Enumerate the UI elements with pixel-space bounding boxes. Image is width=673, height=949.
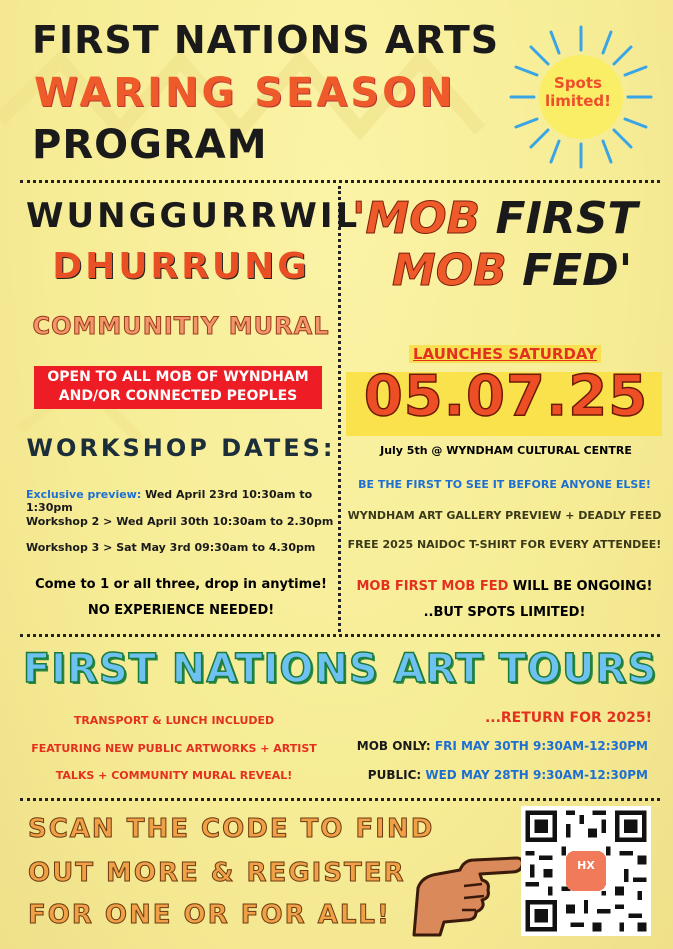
workshop-dates-title: WORKSHOP DATES:: [26, 434, 336, 462]
divider-top: [20, 180, 660, 183]
return-label: ...RETURN FOR 2025!: [484, 710, 652, 726]
open-to-all-banner: [34, 366, 322, 409]
benefit-line-3: FREE 2025 NAIDOC T-SHIRT FOR EVERY ATTENDEE!: [347, 538, 662, 551]
tours-left-2: FEATURING NEW PUBLIC ARTWORKS + ARTIST: [31, 742, 317, 755]
mob-word-4: FED': [522, 245, 633, 296]
qr-logo: HX: [577, 859, 595, 872]
scan-line-1: SCAN THE CODE TO FIND: [28, 814, 435, 844]
mob-word-3: MOB: [392, 245, 507, 296]
title-line-1: FIRST NATIONS ARTS: [32, 18, 500, 62]
workshop-2-line: Workshop 2 > Wed April 30th 10:30am to 2.30pm: [26, 515, 334, 528]
ongoing-red: MOB FIRST MOB FED: [356, 579, 509, 594]
title-line-3: PROGRAM: [32, 122, 268, 168]
public-time: WED MAY 28TH 9:30AM-12:30PM: [425, 768, 648, 782]
mob-first-mob-fed-title: [346, 193, 666, 297]
launch-label: [360, 344, 650, 363]
come-line: Come to 1 or all three, drop in anytime!: [35, 577, 327, 592]
ongoing-black: WILL BE ONGOING!: [512, 579, 653, 594]
mob-only-label: MOB ONLY:: [356, 739, 431, 753]
scan-line-3: FOR ONE OR FOR ALL!: [28, 900, 391, 930]
preview-line: [26, 488, 342, 514]
launch-text: LAUNCHES SATURDAY: [409, 345, 601, 363]
divider-middle: [20, 634, 660, 637]
mob-word-1: 'MOB: [352, 193, 481, 244]
spots-limited-badge: Spots limited!: [545, 74, 611, 110]
open-line-2: AND/OR CONNECTED PEOPLES: [58, 388, 298, 404]
attendance-note: [26, 572, 336, 624]
open-line-1: OPEN TO ALL MOB OF WYNDHAM: [47, 369, 309, 385]
divider-vertical: [338, 186, 341, 632]
mural-title-1: WUNGGURRWIL: [26, 196, 361, 236]
divider-bottom: [20, 798, 660, 801]
mob-only-time: FRI MAY 30TH 9:30AM-12:30PM: [434, 739, 648, 753]
title-line-2: WARING SEASON: [34, 70, 456, 116]
benefit-line-1: BE THE FIRST TO SEE IT BEFORE ANYONE ELSE!: [358, 478, 651, 491]
spots-limited-line: ..BUT SPOTS LIMITED!: [423, 605, 586, 620]
public-label: PUBLIC:: [367, 768, 422, 782]
public-line: [336, 768, 648, 782]
mural-title-2: DHURRUNG: [52, 246, 310, 287]
pointing-hand-icon: [404, 840, 524, 940]
preview-text: Wed April 23rd 10:30am to 1:30pm: [26, 488, 313, 514]
tours-left-1: TRANSPORT & LUNCH INCLUDED: [73, 714, 275, 727]
venue-line: July 5th @ WYNDHAM CULTURAL CENTRE: [380, 444, 632, 457]
benefit-line-2: WYNDHAM ART GALLERY PREVIEW + DEADLY FEED: [347, 509, 662, 522]
tours-left-3: TALKS + COMMUNITY MURAL REVEAL!: [55, 769, 293, 782]
workshop-3-line: Workshop 3 > Sat May 3rd 09:30am to 4.30pm: [26, 541, 316, 554]
tours-title: FIRST NATIONS ART TOURS: [22, 646, 658, 692]
mob-word-2: FIRST: [495, 193, 638, 244]
mural-title-3: COMMUNITIY MURAL: [32, 312, 330, 340]
scan-line-2: OUT MORE & REGISTER: [28, 858, 406, 888]
preview-label: Exclusive preview:: [26, 488, 142, 501]
mob-only-line: [336, 739, 648, 753]
launch-date: 05.07.25: [363, 364, 649, 429]
no-experience-line: NO EXPERIENCE NEEDED!: [87, 603, 275, 618]
ongoing-note: [342, 574, 667, 626]
